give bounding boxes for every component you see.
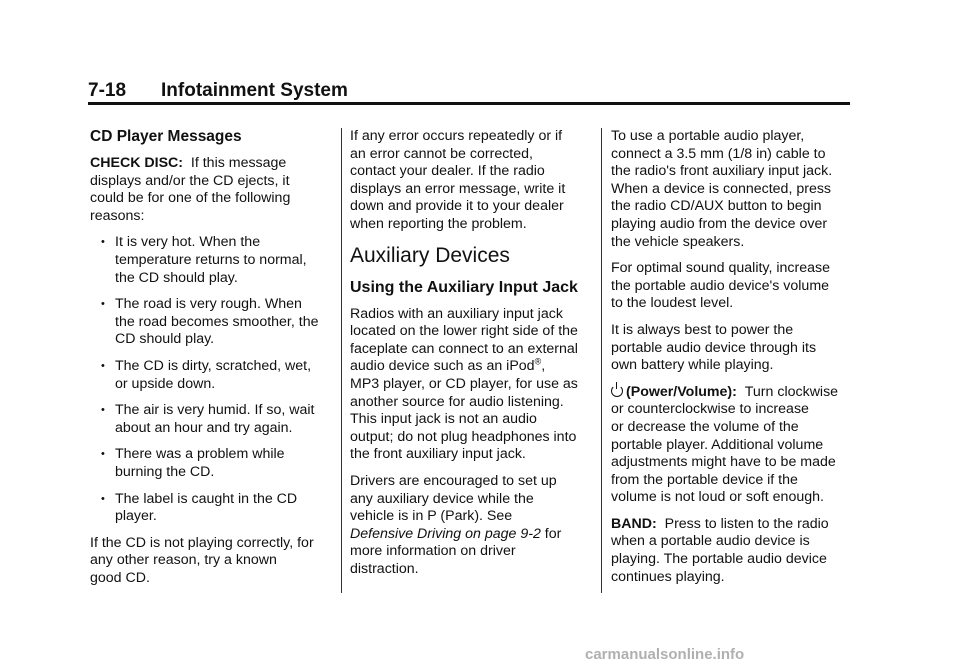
- text-line: the radio's front auxiliary input jack.: [611, 163, 833, 180]
- bullet-icon: •: [101, 492, 105, 505]
- text-line: portable player. Additional volume: [611, 436, 824, 453]
- text-after-link: for: [540, 525, 562, 542]
- text-line: connect a 3.5 mm (1/8 in) cable to: [611, 145, 826, 162]
- column-3: [611, 128, 856, 595]
- text-line: playing audio from the device over: [611, 215, 828, 232]
- list-item-line: It is very hot. When the: [115, 234, 261, 251]
- text-line: the portable audio device's volume: [611, 277, 830, 294]
- power-volume-paragraph: [611, 384, 856, 507]
- sound-quality-paragraph: [611, 260, 856, 313]
- check-line-3: reasons:: [90, 207, 145, 224]
- drivers-paragraph: [350, 473, 595, 579]
- power-first-line: Turn clockwise: [744, 383, 839, 400]
- ipod-text: audio device such as an iPod: [350, 358, 535, 375]
- closing-line: any other reason, try a known: [90, 552, 277, 569]
- band-label: BAND:: [611, 515, 657, 532]
- defensive-driving-link[interactable]: Defensive Driving on page 9-2: [350, 525, 541, 542]
- check-disc-label: CHECK DISC:: [90, 155, 184, 171]
- text-line: Drivers are encouraged to set up: [350, 472, 557, 489]
- bullet-icon: •: [101, 359, 105, 372]
- text-line: another source for audio listening.: [350, 393, 564, 410]
- list-item: [90, 491, 335, 526]
- text-line: For optimal sound quality, increase: [611, 260, 830, 277]
- check-line-2: could be for one of the following: [90, 190, 291, 207]
- list-item-line: the CD should play.: [115, 269, 238, 286]
- text-line: or counterclockwise to increase: [611, 401, 809, 418]
- text-line: This input jack is not an audio: [350, 411, 537, 428]
- text-line: displays an error message, write it: [350, 180, 566, 197]
- list-item-line: about an hour and try again.: [115, 419, 293, 436]
- band-paragraph: [611, 516, 856, 586]
- column-1: [90, 128, 335, 596]
- text-line: contact your dealer. If the radio: [350, 163, 545, 180]
- text-line: the front auxiliary input jack.: [350, 446, 526, 463]
- auxiliary-devices-heading: Auxiliary Devices: [350, 243, 510, 267]
- closing-line: good CD.: [90, 569, 150, 586]
- text-line: own battery while playing.: [611, 357, 774, 374]
- text-line: or decrease the volume of the: [611, 418, 799, 435]
- text-line: It is always best to power the: [611, 321, 794, 338]
- text-line: continues playing.: [611, 568, 725, 585]
- registered-mark: ®: [534, 356, 542, 367]
- list-item-line: The air is very humid. If so, wait: [115, 402, 315, 419]
- list-item: [90, 296, 335, 349]
- list-item-line: or upside down.: [115, 375, 216, 392]
- page-number: 7-18: [88, 80, 127, 101]
- header-rule: [88, 102, 850, 105]
- reasons-list: [90, 234, 335, 525]
- list-item-line: player.: [115, 508, 157, 525]
- bullet-icon: •: [101, 448, 105, 461]
- column-divider-1: [341, 128, 342, 593]
- text-line: the vehicle speakers.: [611, 233, 745, 250]
- text-line: When a device is connected, press: [611, 180, 832, 197]
- text-line: when a portable audio device is: [611, 533, 810, 550]
- text-line: MP3 player, or CD player, for use as: [350, 375, 578, 392]
- list-item-line: temperature returns to normal,: [115, 251, 307, 268]
- column-2: [350, 128, 595, 587]
- list-item-line: the road becomes smoother, the: [115, 313, 319, 330]
- text-line: when reporting the problem.: [350, 215, 527, 232]
- bullet-icon: •: [101, 236, 105, 249]
- list-item-line: CD should play.: [115, 331, 215, 348]
- text-line: down and provide it to your dealer: [350, 198, 564, 215]
- bullet-icon: •: [101, 404, 105, 417]
- text-line: output; do not plug headphones into: [350, 428, 577, 445]
- list-item: [90, 402, 335, 437]
- list-item-line: The label is caught in the CD: [115, 490, 298, 507]
- text-line: from the portable device if the: [611, 471, 798, 488]
- band-first-line: Press to listen to the radio: [664, 515, 829, 532]
- section-title: Infotainment System: [161, 80, 348, 101]
- battery-paragraph: [611, 322, 856, 375]
- cd-messages-heading: CD Player Messages: [90, 128, 242, 145]
- portable-player-paragraph: [611, 128, 856, 251]
- bullet-icon: •: [101, 298, 105, 311]
- text-line: Radios with an auxiliary input jack: [350, 305, 563, 322]
- watermark: carmanualsonline.info: [585, 646, 745, 663]
- aux-jack-subheading: Using the Auxiliary Input Jack: [350, 278, 578, 296]
- list-item-line: burning the CD.: [115, 463, 215, 480]
- check-line-1: displays and/or the CD ejects, it: [90, 172, 290, 189]
- text-line: portable audio device through its: [611, 339, 817, 356]
- aux-jack-paragraph: [350, 306, 595, 464]
- list-item: [90, 234, 335, 287]
- text-line: volume is not loud or soft enough.: [611, 489, 824, 506]
- closing-paragraph: [90, 535, 335, 588]
- error-paragraph: [350, 128, 595, 234]
- text-line: located on the lower right side of the: [350, 323, 578, 340]
- power-icon: [611, 385, 623, 397]
- check-line-0: If this message: [190, 155, 287, 171]
- text-line: faceplate can connect to an external: [350, 340, 578, 357]
- text-line: to the loudest level.: [611, 295, 734, 312]
- text-line: the radio CD/AUX button to begin: [611, 198, 822, 215]
- check-disc-paragraph: [90, 155, 335, 225]
- text-line: distraction.: [350, 560, 419, 577]
- text-line: playing. The portable audio device: [611, 551, 827, 568]
- text-line: an error cannot be corrected,: [350, 145, 533, 162]
- text-line: adjustments might have to be made: [611, 454, 836, 471]
- list-item: [90, 358, 335, 393]
- text-line: more information on driver: [350, 543, 516, 560]
- list-item-line: There was a problem while: [115, 446, 285, 463]
- column-divider-2: [601, 128, 602, 593]
- ipod-comma: ,: [541, 358, 546, 375]
- list-item-line: The CD is dirty, scratched, wet,: [115, 357, 312, 374]
- power-volume-label: (Power/Volume):: [626, 383, 737, 400]
- text-line: To use a portable audio player,: [611, 128, 805, 144]
- text-line: any auxiliary device while the: [350, 490, 534, 507]
- text-line: vehicle is in P (Park). See: [350, 508, 513, 525]
- closing-line: If the CD is not playing correctly, for: [90, 534, 314, 551]
- list-item-line: The road is very rough. When: [115, 296, 302, 313]
- list-item: [90, 446, 335, 481]
- text-line: If any error occurs repeatedly or if: [350, 128, 563, 144]
